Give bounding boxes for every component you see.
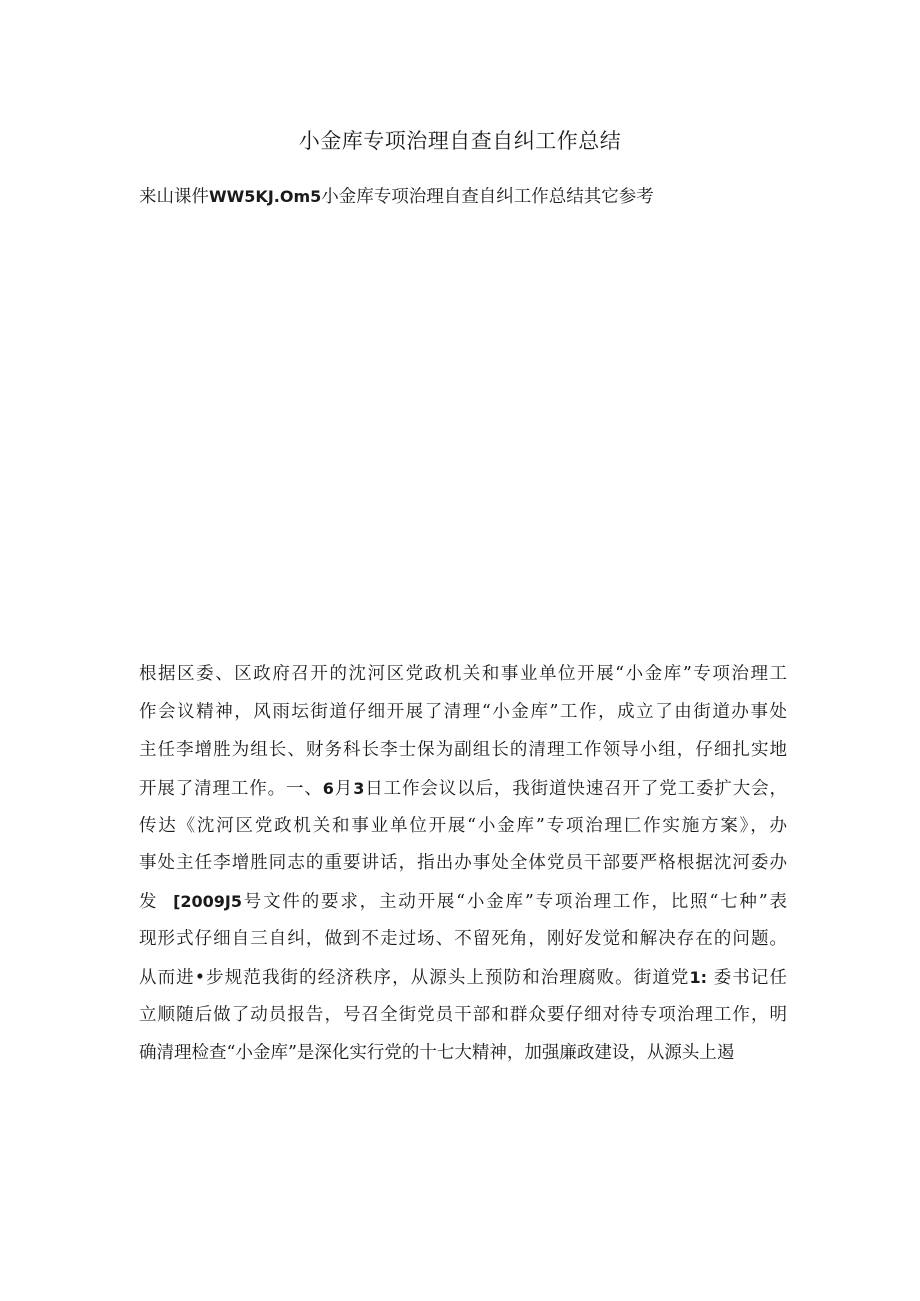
body-line xyxy=(139,1035,787,1073)
subtitle-suffix: 小金库专项治理自查自纠工作总结其它参考 xyxy=(321,187,654,207)
body-text: 立顺随后做了动员报告，号召全街党员干部和群众要仔细对待专项治理工作，明 xyxy=(139,1005,787,1026)
body-text: 发 xyxy=(139,892,159,913)
body-text: 开展了清理工作。一、 xyxy=(139,778,323,799)
date-month-number: 6 xyxy=(322,778,334,798)
subtitle-prefix: 来山课件 xyxy=(139,187,209,207)
body-line xyxy=(139,997,787,1035)
body-line xyxy=(139,921,787,959)
subtitle-code: WW5KJ.Om5 xyxy=(209,187,322,206)
marker-number: 1: xyxy=(689,968,708,988)
body-text: 传达《沈河区党政机关和事业单位开展“小金库”专项治理匚作实施方案》，办 xyxy=(139,815,787,836)
body-text: 作会议精神，风雨坛街道仔细开展了清理“小金库”工作，成立了由街道办事处 xyxy=(139,701,787,722)
body-line xyxy=(139,694,787,732)
document-number: [2009J5 xyxy=(173,892,242,912)
body-text: 事处主任李增胜同志的重要讲话，指出办事处全体党员干部要严格根据沈河委办 xyxy=(139,853,787,874)
body-paragraph xyxy=(139,656,787,1073)
body-line xyxy=(139,656,787,694)
body-text: 号文件的要求，主动开展“小金库”专项治理工作，比照“七种”表 xyxy=(242,892,787,913)
date-day-number: 3 xyxy=(353,778,365,798)
body-text: 现形式仔细自三自纠，做到不走过场、不留死角，刚好发觉和解决存在的问题。 xyxy=(139,929,787,950)
document-subtitle xyxy=(139,183,799,211)
document-title: 小金库专项治理自查自纠工作总结 xyxy=(298,129,622,153)
body-line xyxy=(139,808,787,846)
body-line xyxy=(139,732,787,770)
body-text: 根据区委、区政府召开的沈河区党政机关和事业单位开展“小金库”专项治理工 xyxy=(139,664,787,684)
body-line xyxy=(139,845,787,883)
body-text: 月 xyxy=(333,778,354,799)
body-text: 日工作会议以后，我街道快速召开了党工委扩大会， xyxy=(364,778,787,799)
body-line xyxy=(139,959,787,997)
body-text: 确清理检查“小金库”是深化实行党的十七大精神，加强廉政建设，从源头上遏 xyxy=(139,1042,735,1063)
body-text: 委书记任 xyxy=(713,968,787,989)
body-line xyxy=(139,883,787,921)
body-text: 主任李增胜为组长、财务科长李士保为副组长的清理工作领导小组，仔细扎实地 xyxy=(139,739,787,760)
body-line xyxy=(139,770,787,808)
body-text: 从而进•步规范我街的经济秩序，从源头上预防和治理腐败。街道党 xyxy=(139,968,690,989)
